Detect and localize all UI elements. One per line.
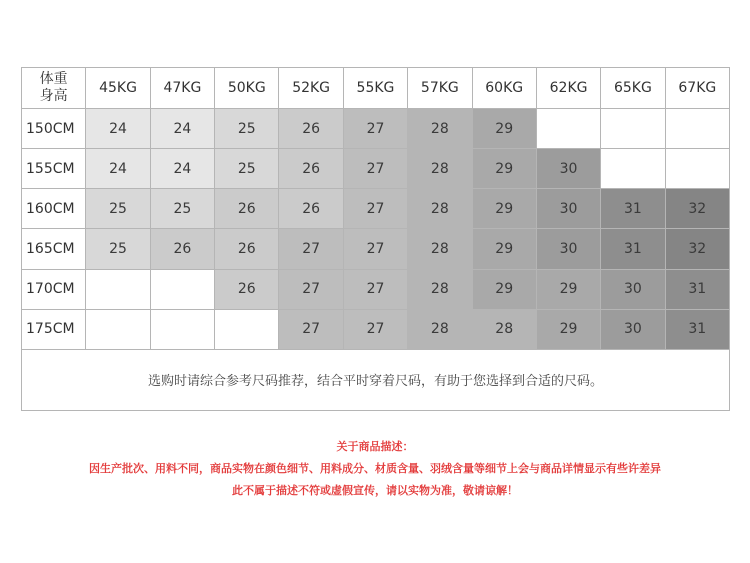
size-cell bbox=[86, 309, 150, 349]
size-cell: 31 bbox=[665, 309, 729, 349]
size-cell: 31 bbox=[665, 269, 729, 309]
size-cell bbox=[601, 109, 665, 149]
size-cell: 28 bbox=[408, 149, 472, 189]
weight-header-cell: 62KG bbox=[536, 68, 600, 109]
size-cell: 29 bbox=[472, 109, 536, 149]
size-cell: 27 bbox=[343, 189, 407, 229]
size-cell bbox=[601, 149, 665, 189]
table-row bbox=[22, 309, 730, 349]
size-cell: 25 bbox=[86, 229, 150, 269]
table-row bbox=[22, 149, 730, 189]
size-cell: 28 bbox=[408, 189, 472, 229]
size-cell: 31 bbox=[601, 229, 665, 269]
note-row bbox=[22, 349, 730, 410]
size-cell: 26 bbox=[279, 109, 343, 149]
size-cell: 29 bbox=[536, 309, 600, 349]
size-cell: 32 bbox=[665, 229, 729, 269]
size-cell: 27 bbox=[343, 309, 407, 349]
height-label-cell: 175CM bbox=[22, 309, 86, 349]
size-cell: 29 bbox=[472, 229, 536, 269]
corner-height-label: 身高 bbox=[39, 88, 68, 105]
size-cell bbox=[665, 149, 729, 189]
size-cell: 27 bbox=[343, 269, 407, 309]
size-cell: 25 bbox=[215, 149, 279, 189]
size-cell: 25 bbox=[150, 189, 214, 229]
weight-header-cell: 55KG bbox=[343, 68, 407, 109]
corner-header bbox=[22, 68, 86, 109]
size-cell: 27 bbox=[279, 309, 343, 349]
size-cell bbox=[150, 309, 214, 349]
weight-header-cell: 57KG bbox=[408, 68, 472, 109]
size-cell: 24 bbox=[86, 149, 150, 189]
size-cell: 30 bbox=[536, 229, 600, 269]
weight-header-cell: 47KG bbox=[150, 68, 214, 109]
height-label-cell: 155CM bbox=[22, 149, 86, 189]
height-label-cell: 170CM bbox=[22, 269, 86, 309]
notice-title: 关于商品描述： bbox=[336, 440, 414, 453]
size-cell: 28 bbox=[408, 109, 472, 149]
size-cell: 24 bbox=[150, 149, 214, 189]
size-cell: 26 bbox=[279, 189, 343, 229]
size-cell bbox=[86, 269, 150, 309]
size-cell: 25 bbox=[215, 109, 279, 149]
size-cell: 30 bbox=[536, 189, 600, 229]
weight-header-row bbox=[22, 68, 730, 109]
size-cell: 27 bbox=[343, 149, 407, 189]
size-chart-table bbox=[21, 67, 730, 411]
size-cell bbox=[215, 309, 279, 349]
size-cell: 29 bbox=[536, 269, 600, 309]
notice-line-1: 因生产批次、用料不同，商品实物在颜色细节、用料成分、材质含量、羽绒含量等细节上会与商品详情显示有些许差异 bbox=[89, 462, 661, 475]
table-row bbox=[22, 269, 730, 309]
size-cell: 27 bbox=[279, 229, 343, 269]
size-cell: 24 bbox=[86, 109, 150, 149]
size-cell: 27 bbox=[343, 229, 407, 269]
weight-header-cell: 50KG bbox=[215, 68, 279, 109]
size-cell: 28 bbox=[472, 309, 536, 349]
height-label-cell: 160CM bbox=[22, 189, 86, 229]
size-cell: 30 bbox=[601, 269, 665, 309]
weight-header-cell: 60KG bbox=[472, 68, 536, 109]
weight-header-cell: 52KG bbox=[279, 68, 343, 109]
size-cell: 31 bbox=[601, 189, 665, 229]
size-cell: 30 bbox=[536, 149, 600, 189]
size-cell: 25 bbox=[86, 189, 150, 229]
notice-line-2: 此不属于描述不符或虚假宣传，请以实物为准，敬请谅解！ bbox=[232, 484, 518, 497]
height-label-cell: 150CM bbox=[22, 109, 86, 149]
size-cell: 29 bbox=[472, 269, 536, 309]
size-cell: 26 bbox=[279, 149, 343, 189]
size-cell: 27 bbox=[343, 109, 407, 149]
weight-header-cell: 45KG bbox=[86, 68, 150, 109]
size-cell: 28 bbox=[408, 309, 472, 349]
weight-header-cell: 65KG bbox=[601, 68, 665, 109]
table-row bbox=[22, 189, 730, 229]
size-advice-note: 选购时请综合参考尺码推荐，结合平时穿着尺码，有助于您选择到合适的尺码。 bbox=[22, 349, 730, 410]
size-cell: 32 bbox=[665, 189, 729, 229]
size-cell bbox=[536, 109, 600, 149]
size-cell bbox=[150, 269, 214, 309]
corner-weight-label: 体重 bbox=[39, 71, 68, 88]
size-cell: 28 bbox=[408, 229, 472, 269]
table-row bbox=[22, 109, 730, 149]
size-cell: 26 bbox=[150, 229, 214, 269]
height-label-cell: 165CM bbox=[22, 229, 86, 269]
size-cell: 28 bbox=[408, 269, 472, 309]
weight-header-cell: 67KG bbox=[665, 68, 729, 109]
size-cell: 26 bbox=[215, 229, 279, 269]
size-cell: 29 bbox=[472, 149, 536, 189]
size-cell: 24 bbox=[150, 109, 214, 149]
size-cell: 27 bbox=[279, 269, 343, 309]
size-cell bbox=[665, 109, 729, 149]
size-cell: 26 bbox=[215, 189, 279, 229]
size-cell: 29 bbox=[472, 189, 536, 229]
table-row bbox=[22, 229, 730, 269]
size-cell: 26 bbox=[215, 269, 279, 309]
size-cell: 30 bbox=[601, 309, 665, 349]
